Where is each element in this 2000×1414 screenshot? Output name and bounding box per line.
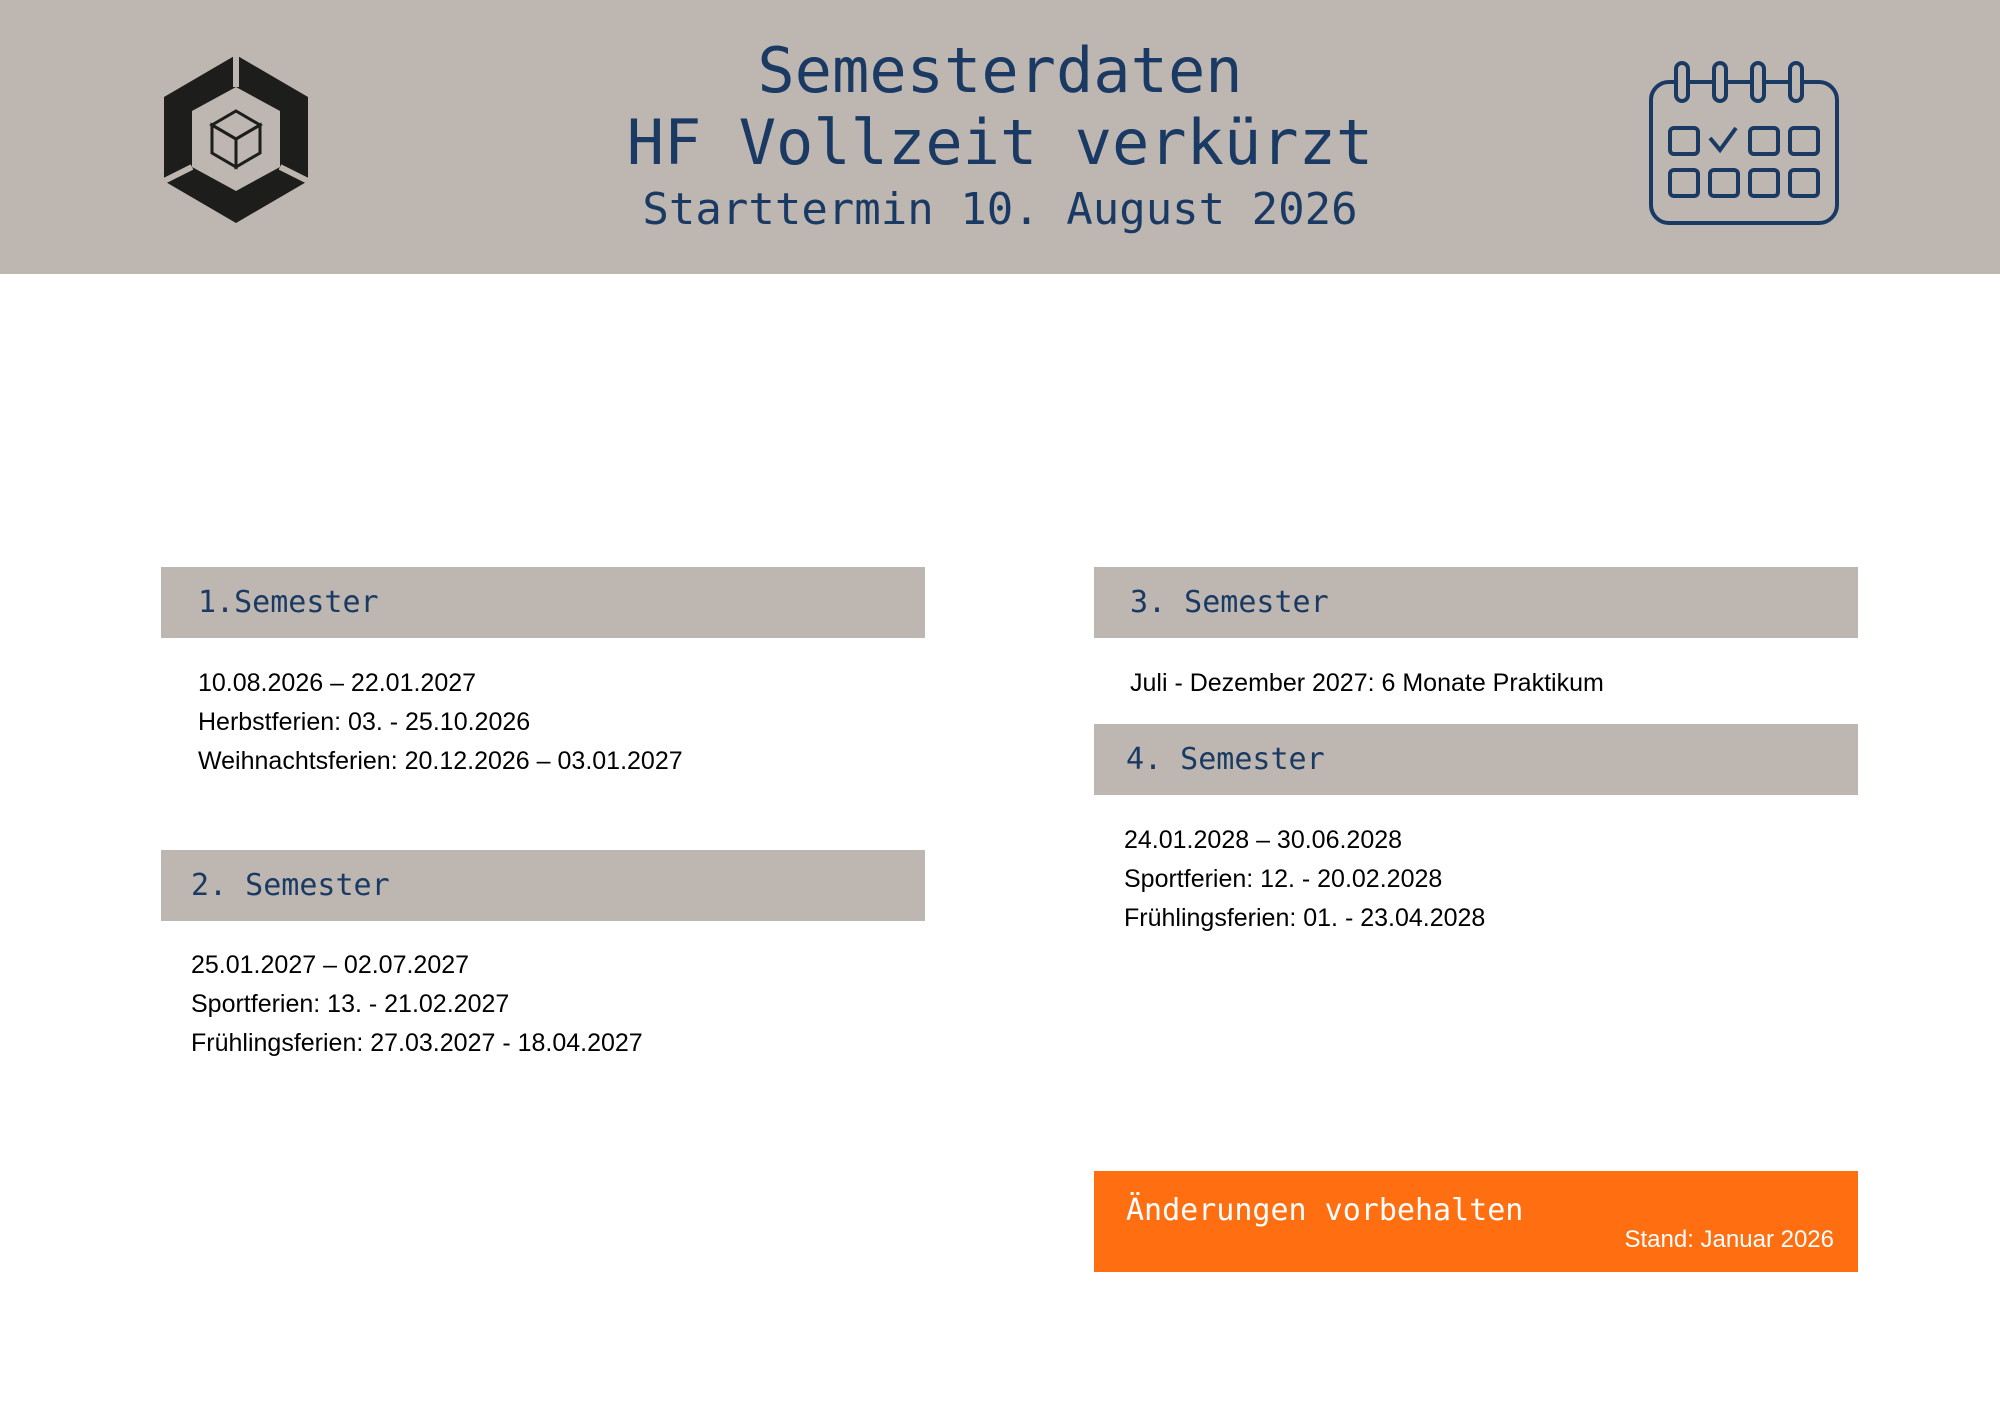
semester-2-line: 25.01.2027 – 02.07.2027 bbox=[191, 951, 470, 979]
semester-4-line: Sportferien: 12. - 20.02.2028 bbox=[1124, 865, 1443, 893]
semester-4-heading bbox=[1094, 724, 1858, 795]
semester-4-title: 4. Semester bbox=[1126, 742, 1325, 777]
notice-title: Änderungen vorbehalten bbox=[1126, 1193, 1524, 1228]
semester-2-heading bbox=[161, 850, 925, 921]
semester-4-line: 24.01.2028 – 30.06.2028 bbox=[1124, 826, 1403, 854]
semester-2-line: Frühlingsferien: 27.03.2027 - 18.04.2027 bbox=[191, 1029, 643, 1057]
change-notice-box bbox=[1094, 1171, 1858, 1272]
hexagon-cube-logo bbox=[160, 53, 312, 225]
semester-2-line: Sportferien: 13. - 21.02.2027 bbox=[191, 990, 510, 1018]
semester-2-title: 2. Semester bbox=[191, 868, 390, 903]
semester-1-details bbox=[198, 664, 683, 781]
semester-1-line: 10.08.2026 – 22.01.2027 bbox=[198, 669, 477, 697]
semester-2-details bbox=[191, 946, 643, 1063]
semester-4-details bbox=[1124, 821, 1485, 938]
header-band bbox=[0, 0, 2000, 274]
page-subtitle: HF Vollzeit verkürzt bbox=[626, 106, 1374, 179]
semester-4-line: Frühlingsferien: 01. - 23.04.2028 bbox=[1124, 904, 1486, 932]
semester-1-line: Herbstferien: 03. - 25.10.2026 bbox=[198, 708, 531, 736]
page-title: Semesterdaten bbox=[757, 34, 1243, 107]
semester-1-line: Weihnachtsferien: 20.12.2026 – 03.01.2027 bbox=[198, 747, 683, 775]
semester-3-line: Juli - Dezember 2027: 6 Monate Praktikum bbox=[1130, 669, 1604, 697]
semester-3-heading bbox=[1094, 567, 1858, 638]
calendar-check-icon bbox=[1648, 60, 1840, 226]
notice-stand-date: Stand: Januar 2026 bbox=[1624, 1226, 1834, 1253]
semester-1-title: 1.Semester bbox=[198, 585, 379, 620]
start-date: Starttermin 10. August 2026 bbox=[642, 184, 1358, 235]
semester-1-heading bbox=[161, 567, 925, 638]
semester-3-title: 3. Semester bbox=[1130, 585, 1329, 620]
semester-3-details bbox=[1130, 664, 1604, 703]
